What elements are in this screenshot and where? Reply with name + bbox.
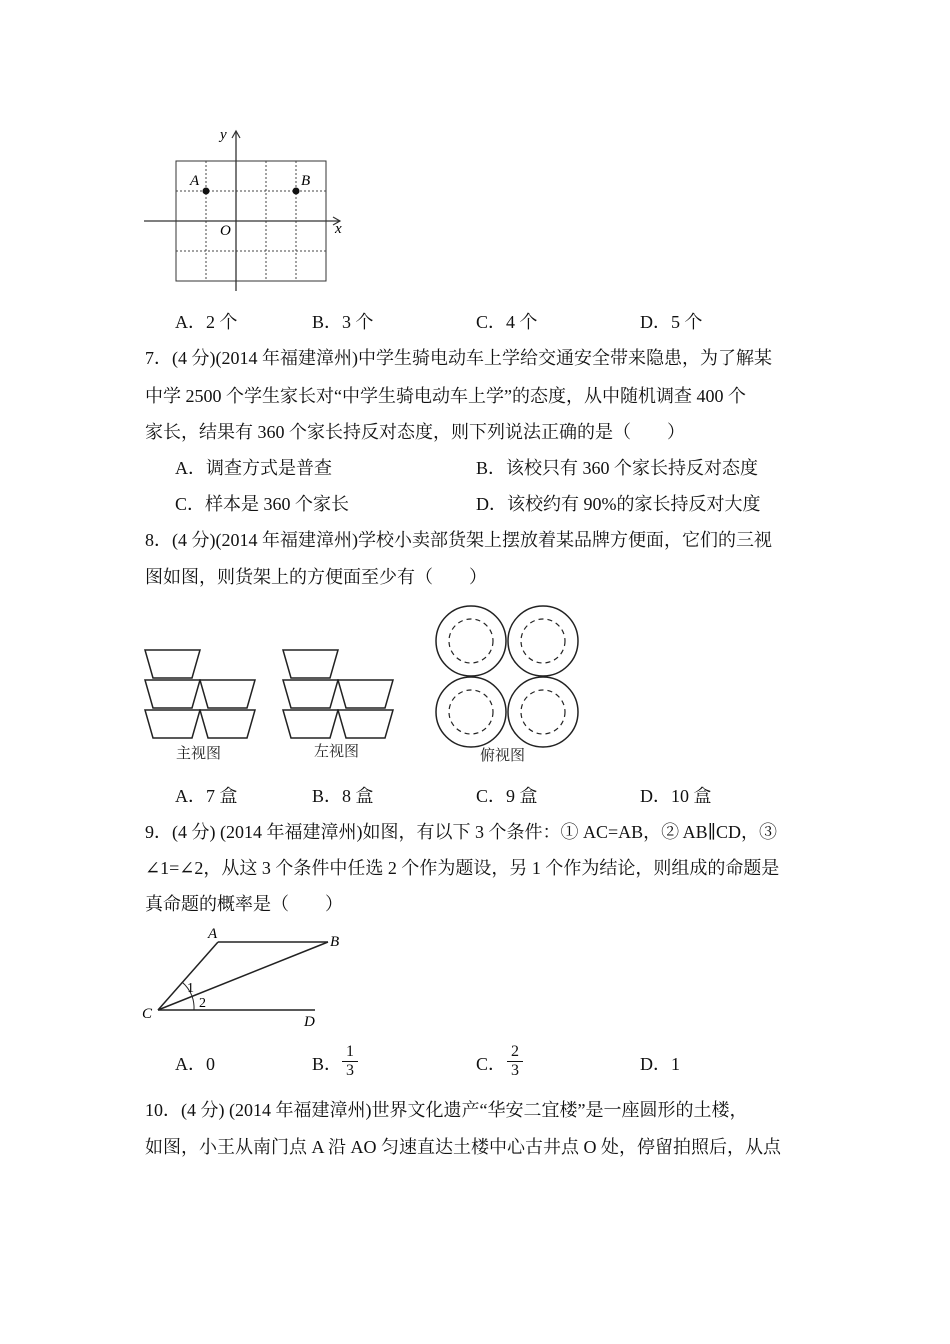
q7-option-b[interactable]	[476, 456, 758, 480]
q8-option-d[interactable]	[640, 784, 712, 808]
fraction-denominator: 3	[511, 1062, 519, 1079]
q7-line-1: 7．(4 分)(2014 年福建漳州)中学生骑电动车上学给交通安全带来隐患，为了解某	[145, 348, 772, 368]
option-letter: C．	[476, 786, 507, 806]
option-text: 2 个	[206, 312, 238, 332]
fraction-numerator: 1	[342, 1043, 358, 1062]
label-b: B	[330, 934, 340, 950]
option-text: 样本是 360 个家长	[205, 494, 350, 514]
q10-line-2: 如图，小王从南门点 A 沿 AO 匀速直达土楼中心古井点 O 处，停留拍照后，从点	[145, 1137, 781, 1157]
fraction-numerator: 2	[507, 1043, 523, 1062]
top-view	[436, 606, 578, 747]
fraction-denominator: 3	[346, 1062, 354, 1079]
q7-option-c[interactable]	[175, 492, 349, 516]
option-letter: C．	[175, 494, 206, 514]
q8-option-c[interactable]	[476, 784, 538, 808]
option-letter: A．	[175, 312, 206, 332]
front-view	[145, 650, 255, 738]
q8-line-2: 图如图，则货架上的方便面至少有（ ）	[145, 567, 487, 587]
top-view-caption: 俯视图	[480, 746, 526, 764]
option-text: 5 个	[671, 312, 703, 332]
q6-option-d[interactable]	[640, 310, 703, 334]
q9-option-b[interactable]	[312, 1052, 342, 1076]
point-a	[203, 188, 210, 195]
origin-label: O	[220, 223, 231, 239]
q6-option-a[interactable]	[175, 310, 238, 334]
q9-line-3: 真命题的概率是（ ）	[145, 894, 343, 914]
option-letter: D．	[640, 1054, 671, 1074]
q8-option-a[interactable]	[175, 784, 238, 808]
coordinate-grid-figure	[140, 125, 350, 295]
q9-option-c-fraction	[507, 1043, 523, 1080]
point-b	[293, 188, 300, 195]
q9-line-2: ∠1=∠2，从这 3 个条件中任选 2 个作为题设，另 1 个作为结论，则组成的命题是	[145, 858, 780, 878]
label-c: C	[142, 1006, 153, 1022]
front-view-caption: 主视图	[176, 744, 222, 762]
option-letter: D．	[640, 786, 671, 806]
q10-line-1: 10．(4 分) (2014 年福建漳州)世界文化遗产“华安二宜楼”是一座圆形的土楼，	[145, 1100, 748, 1120]
three-view-figure	[140, 600, 590, 770]
angle-1-label: 1	[187, 981, 194, 996]
q7-line-2: 中学 2500 个学生家长对“中学生骑电动车上学”的态度，从中随机调查 400 个	[145, 386, 746, 406]
x-axis-label: x	[335, 221, 342, 237]
q9-option-c[interactable]	[476, 1052, 506, 1076]
option-letter: B．	[476, 458, 507, 478]
option-letter: B．	[312, 1054, 343, 1074]
option-letter: A．	[175, 1054, 206, 1074]
geometry-figure	[140, 922, 360, 1032]
q8-option-b[interactable]	[312, 784, 374, 808]
q6-option-c[interactable]	[476, 310, 538, 334]
option-text: 3 个	[342, 312, 374, 332]
option-letter: C．	[476, 312, 507, 332]
q9-line-1: 9．(4 分) (2014 年福建漳州)如图，有以下 3 个条件：① AC=AB，② AB∥CD，③	[145, 822, 777, 842]
option-letter: C．	[476, 1054, 507, 1074]
option-text: 调查方式是普查	[206, 458, 332, 478]
option-text: 7 盒	[206, 786, 238, 806]
option-text: 10 盒	[671, 786, 712, 806]
option-letter: A．	[175, 786, 206, 806]
q7-option-d[interactable]	[476, 492, 761, 516]
label-a: A	[208, 926, 218, 942]
option-text: 4 个	[506, 312, 538, 332]
option-letter: D．	[640, 312, 671, 332]
angle-2-label: 2	[199, 996, 206, 1011]
option-text: 该校只有 360 个家长持反对态度	[506, 458, 759, 478]
option-letter: B．	[312, 786, 343, 806]
y-axis-label: y	[220, 127, 227, 143]
point-b-label: B	[301, 173, 311, 189]
option-text: 该校约有 90%的家长持反对大度	[507, 494, 761, 514]
q8-line-1: 8．(4 分)(2014 年福建漳州)学校小卖部货架上摆放着某品牌方便面，它们的三视	[145, 530, 772, 550]
label-d: D	[304, 1014, 315, 1030]
option-letter: A．	[175, 458, 206, 478]
option-letter: B．	[312, 312, 343, 332]
q7-option-a[interactable]	[175, 456, 332, 480]
option-letter: D．	[476, 494, 507, 514]
left-view	[283, 650, 393, 738]
q9-option-b-fraction	[342, 1043, 358, 1080]
q6-option-b[interactable]	[312, 310, 374, 334]
option-text: 0	[206, 1054, 215, 1074]
option-text: 1	[671, 1054, 680, 1074]
q9-option-d[interactable]	[640, 1052, 680, 1076]
left-view-caption: 左视图	[314, 742, 360, 760]
option-text: 9 盒	[506, 786, 538, 806]
option-text: 8 盒	[342, 786, 374, 806]
q7-line-3: 家长，结果有 360 个家长持反对态度，则下列说法正确的是（ ）	[145, 422, 685, 442]
point-a-label: A	[190, 173, 200, 189]
q9-option-a[interactable]	[175, 1052, 215, 1076]
